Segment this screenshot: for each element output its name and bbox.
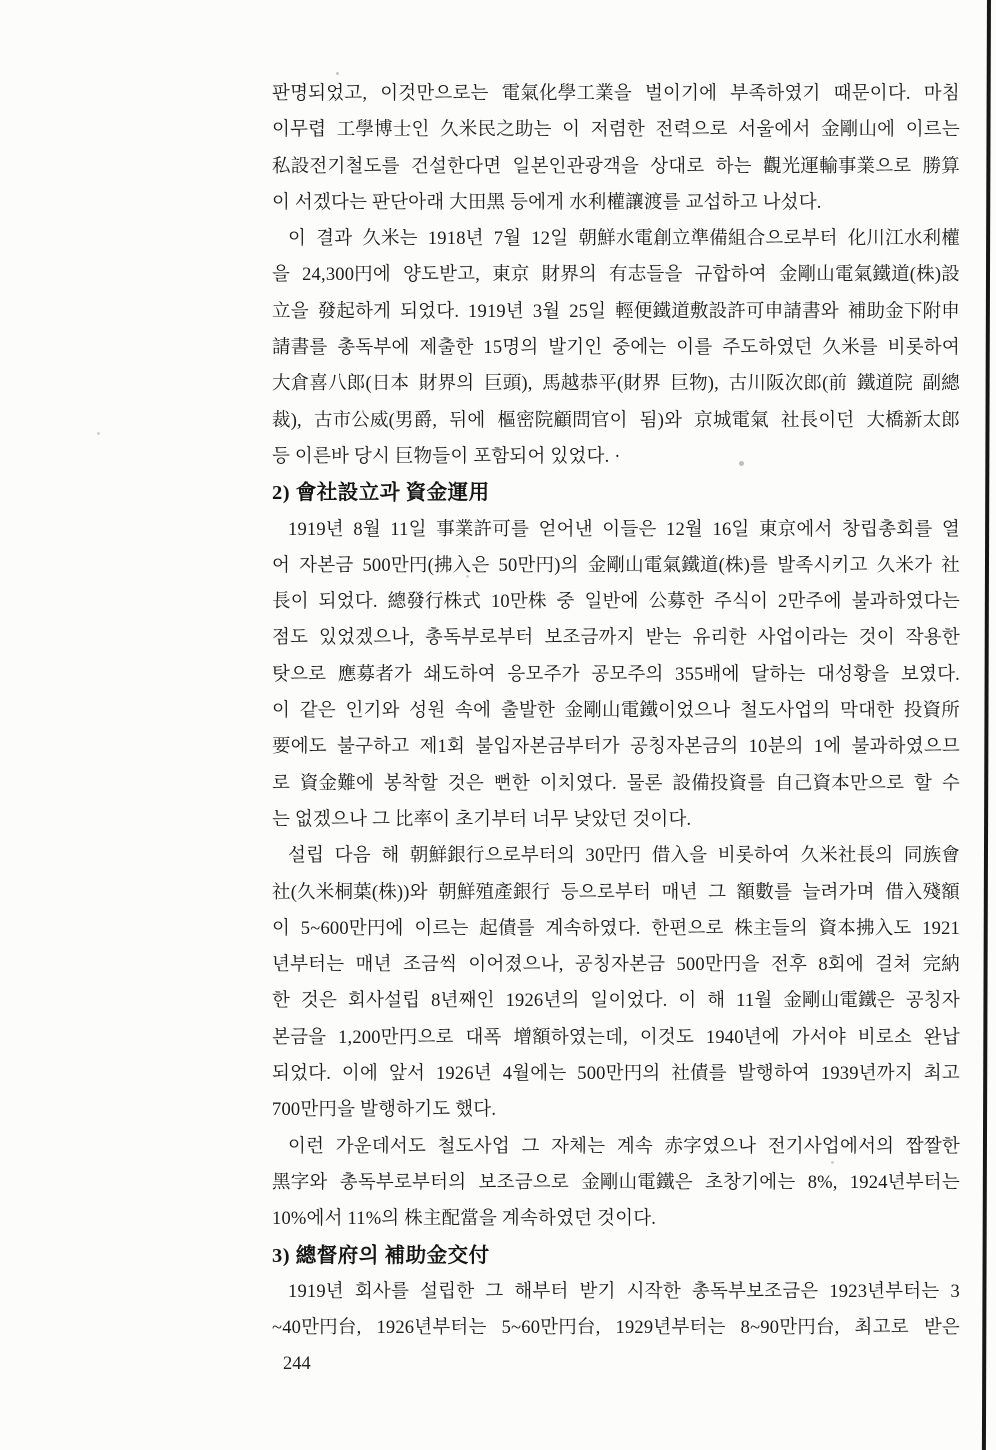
paragraph [272, 1274, 960, 1347]
text-line: 는 없겠으나 그 比率이 초기부터 너무 낮았던 것이다. [272, 809, 692, 830]
section-heading: 3) 總督府의 補助金交付 [272, 1244, 490, 1267]
text-line: 설립 다음 해 朝鮮銀行으로부터의 30만円 借入을 비롯하여 久米社長의 同族會 [288, 846, 960, 867]
text-line: 이런 가운데서도 철도사업 그 자체는 계속 赤字였으나 전기사업에서의 짭짤한 [288, 1136, 960, 1157]
text-line: 長이 되었다. 總發行株式 10만株 중 일반에 公募한 주식이 2만주에 불과하였다는 [272, 592, 960, 613]
text-line: 년부터는 매년 조금씩 이어졌으나, 공칭자본금 500만円을 전후 8회에 걸쳐 完納 [272, 955, 960, 976]
text-line: 700만円을 발행하기도 했다. [272, 1100, 497, 1121]
text-line: 裁), 古市公威(男爵, 뒤에 樞密院顧問官이 됨)와 京城電氣 社長이던 大橋新太郎 [272, 410, 960, 431]
scan-dust-specks [336, 72, 339, 75]
paragraph [272, 512, 960, 839]
text-line: 이 서겠다는 판단아래 大田黑 등에게 水利權讓渡를 교섭하고 나섰다. [272, 192, 822, 213]
text-line: ~40만円台, 1926년부터는 5~60만円台, 1929년부터는 8~90만円台, 최고로 받은 [272, 1318, 960, 1339]
text-line: 1919년 8월 11일 事業許可를 얻어낸 이들은 12월 16일 東京에서 창립총회를 열 [288, 519, 960, 540]
text-line: 본금을 1,200만円으로 대폭 增額하였는데, 이것도 1940년에 가서야 비로소 완납 [272, 1027, 960, 1048]
document-body [272, 76, 960, 1346]
text-line: 로 資金難에 봉착할 것은 뻔한 이치였다. 물론 設備投資를 自己資本만으로 할 수 [272, 773, 960, 794]
text-line: 大倉喜八郎(日本 財界의 巨頭), 馬越恭平(財界 巨物), 古川阪次郎(前 鐵道院 副總 [272, 374, 960, 395]
page-number: 244 [283, 1354, 311, 1374]
paragraph [272, 838, 960, 1128]
text-line: 1919년 회사를 설립한 그 해부터 받기 시작한 총독부보조금은 1923년부터는 3 [288, 1281, 960, 1302]
text-line: 판명되었고, 이것만으로는 電氣化學工業을 벌이기에 부족하였기 때문이다. 마침 [272, 84, 960, 104]
text-line: 立을 發起하게 되었다. 1919년 3월 25일 輕便鐵道敷設許可申請書와 補助金下附申 [272, 301, 960, 322]
text-line: 請書를 총독부에 제출한 15명의 발기인 중에는 이를 주도하였던 久米를 비롯하여 [272, 338, 960, 359]
text-line: 을 24,300円에 양도받고, 東京 財界의 有志들을 규합하여 金剛山電氣鐵道(株)設 [272, 265, 960, 286]
text-line: 되었다. 이에 앞서 1926년 4월에는 500만円의 社債를 발행하여 1939년까지 최고 [272, 1064, 960, 1085]
section-heading: 2) 會社設立과 資金運用 [272, 482, 490, 505]
paragraph [272, 221, 960, 475]
text-line: 어 자본금 500만円(拂入은 50만円)의 金剛山電氣鐵道(株)를 발족시키고 久米가 社 [272, 555, 960, 576]
text-line: 탓으로 應募者가 쇄도하여 응모주가 공모주의 355배에 달하는 대성황을 보였다. [272, 664, 960, 685]
text-line: 私設전기철도를 건설한다면 일본인관광객을 상대로 하는 觀光運輸事業으로 勝算 [272, 156, 960, 177]
text-line: 한 것은 회사설립 8년째인 1926년의 일이었다. 이 해 11월 金剛山電鐵은 공칭자 [272, 991, 960, 1012]
paragraph [272, 1129, 960, 1238]
text-line: 이 5~600만円에 이르는 起債를 계속하였다. 한편으로 株主들의 資本拂入도 1921 [272, 918, 960, 939]
text-line: 이 결과 久米는 1918년 7월 12일 朝鮮水電創立準備組合으로부터 化川江水利權 [288, 229, 960, 250]
text-line: 黑字와 총독부로부터의 보조금으로 金剛山電鐵은 초창기에는 8%, 1924년부터는 [272, 1172, 960, 1193]
text-line: 10%에서 11%의 株主配當을 계속하였던 것이다. [272, 1209, 657, 1230]
text-line: 要에도 불구하고 제1회 불입자본금부터가 공칭자본금의 10분의 1에 불과하였으므 [272, 737, 960, 758]
paragraph [272, 76, 960, 221]
text-line: 이 같은 인기와 성원 속에 출발한 金剛山電鐵이었으나 철도사업의 막대한 投資所 [272, 701, 960, 722]
text-line: 이무렵 工學博士인 久米民之助는 이 저렴한 전력으로 서울에서 金剛山에 이르는 [272, 120, 960, 141]
text-line: 점도 있었겠으나, 총독부로부터 보조금까지 받는 유리한 사업이라는 것이 작용한 [272, 628, 960, 649]
text-line: 등 이른바 당시 巨物들이 포함되어 있었다. · [272, 446, 621, 467]
text-line: 社(久米桐葉(株))와 朝鮮殖產銀行 등으로부터 매년 그 額數를 늘려가며 借入殘額 [272, 882, 960, 903]
book-edge-line [982, 0, 991, 1450]
